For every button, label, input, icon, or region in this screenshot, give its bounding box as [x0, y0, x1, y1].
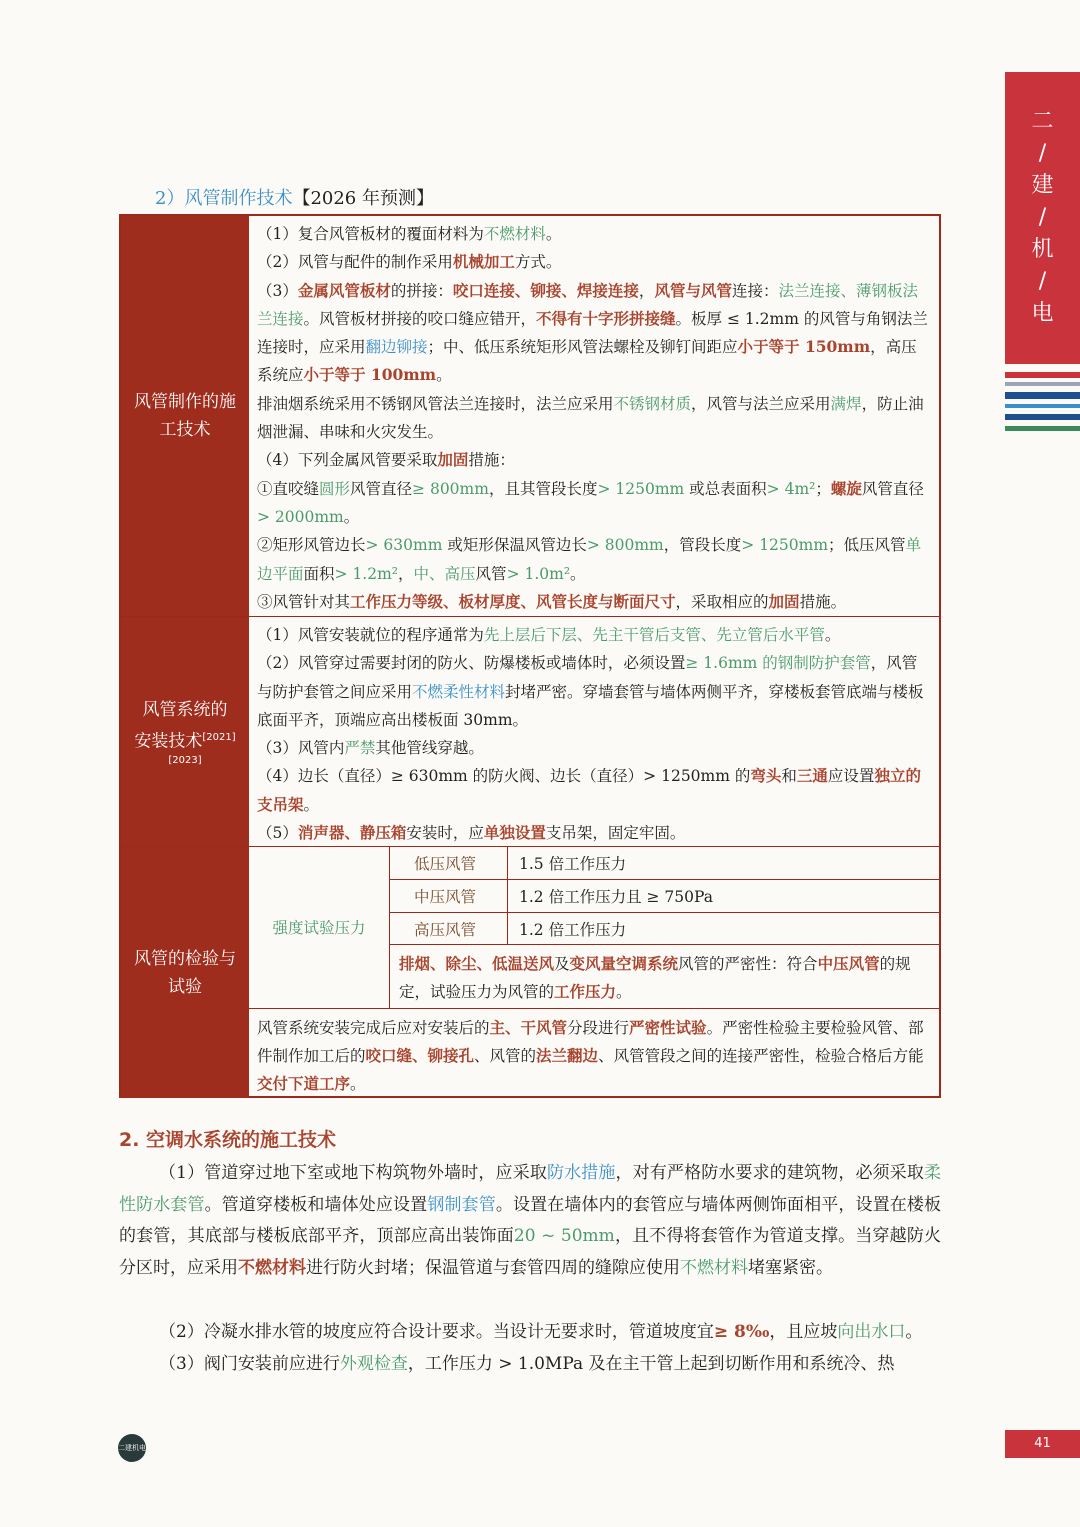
text-line — [257, 248, 931, 276]
paragraph-1 — [119, 1158, 941, 1284]
text: （2）风管穿过需要封闭的防火、防爆楼板或墙体时，必须设置 — [257, 654, 686, 673]
keyword: > 1250mm — [741, 536, 829, 555]
text: 面积 — [303, 564, 335, 583]
keyword: 先上层后下层、先主干管后支管、先立管后水平管 — [483, 626, 825, 644]
text: 措施。 — [799, 592, 847, 611]
row-header-installation — [121, 617, 249, 846]
text-block — [257, 762, 931, 819]
keyword: > 800mm — [586, 536, 664, 555]
text: ，风管与防护套管之间应采用 — [257, 654, 918, 701]
text: 的规定，试验压力为风管的 — [399, 955, 911, 1001]
text: 风管系统安装完成后应对安装后的 — [257, 1019, 490, 1037]
text: 排油烟系统采用不锈钢风管法兰连接时，法兰应采用 — [257, 394, 614, 413]
text-block — [257, 531, 931, 588]
keyword: > 630mm — [365, 536, 443, 555]
pressure-value-low: 1.5 倍工作压力 — [519, 855, 627, 873]
text: 。 — [570, 564, 586, 583]
text: （1）复合风管板材的覆面材料为 — [257, 225, 484, 243]
row-header-line-with-year — [134, 724, 235, 756]
text: （3）阀门安装前应进行 — [159, 1354, 340, 1374]
row-header-fabrication — [121, 216, 249, 616]
keyword: 独立的支吊架 — [257, 766, 921, 814]
text: ，且不得将套管作为管道支撑。当穿越防火分区时，应采用 — [119, 1226, 942, 1278]
text-block — [257, 588, 931, 616]
text-line — [257, 734, 931, 762]
text: 。 — [545, 225, 562, 243]
keyword: 机械加工 — [452, 252, 515, 272]
pressure-type-high: 高压风管 — [414, 921, 477, 939]
cell-divider — [389, 846, 390, 1008]
text: （5） — [257, 824, 298, 843]
keyword: 翻边铆接 — [365, 338, 428, 357]
cell-divider — [389, 912, 939, 913]
keyword: > 1250mm — [597, 479, 685, 498]
section-title-text: 2）风管制作技术 — [155, 188, 293, 209]
text: 。管道穿楼板和墙体处应设置 — [204, 1194, 428, 1215]
text-block — [257, 390, 931, 447]
keyword: 工作压力 — [554, 982, 617, 1001]
text-line — [257, 621, 931, 649]
text-block — [257, 277, 931, 390]
decor-stripe — [1005, 372, 1080, 378]
text: 或总表面积 — [684, 479, 767, 498]
text-block — [257, 649, 931, 734]
side-tab-char: 电 — [1031, 301, 1054, 326]
keyword: 咬口缝、铆接孔 — [365, 1046, 475, 1065]
keyword: 外观检查 — [339, 1354, 408, 1374]
fabrication-content — [249, 216, 939, 616]
keyword: 螺旋 — [830, 478, 862, 498]
keyword: 柔性防水套管 — [119, 1163, 942, 1215]
text: ①直咬缝 — [257, 479, 320, 498]
text: 支吊架，固定牢固。 — [545, 824, 686, 843]
text: 。 — [436, 366, 452, 385]
publisher-logo: 二建机电 — [118, 1434, 146, 1462]
text: 。 — [616, 983, 632, 1001]
text: （1）管道穿过地下室或地下构筑物外墙时，应采取 — [159, 1163, 547, 1183]
text: ②矩形风管边长 — [257, 536, 366, 555]
tightness-test-text — [257, 1014, 933, 1098]
text: 连接： — [731, 281, 779, 300]
text: （3） — [257, 281, 298, 300]
section2-title: 2. 空调水系统的施工技术 — [119, 1129, 337, 1151]
keyword: 主、干风管 — [489, 1018, 568, 1037]
side-tab-char: / — [1038, 205, 1047, 230]
text: 其他管线穿越。 — [375, 739, 484, 758]
side-tab-char: / — [1038, 141, 1047, 166]
text: ，防止油烟泄漏、串味和火灾发生。 — [257, 394, 924, 442]
text: （2）风管与配件的制作采用 — [257, 253, 453, 272]
keyword: 不燃材料 — [483, 225, 546, 243]
keyword: 消声器、静压箱 — [297, 823, 407, 843]
text: 及 — [554, 955, 570, 973]
text: 、风管管段之间的连接严密性，检验合格后方能 — [598, 1047, 924, 1065]
keyword: 单边平面 — [257, 536, 922, 583]
keyword: 小于等于 100mm — [303, 365, 437, 385]
keyword: 不燃材料 — [238, 1257, 306, 1278]
text: ； — [815, 479, 831, 498]
cell-divider — [507, 846, 508, 944]
keyword: > 2000mm — [257, 507, 344, 526]
keyword: 小于等于 150mm — [737, 337, 871, 357]
installation-content — [249, 617, 939, 846]
text: （1）风管安装就位的程序通常为 — [257, 626, 484, 644]
text: ，工作压力 > 1.0MPa 及在主干管上起到切断作用和系统冷、热 — [407, 1354, 895, 1374]
side-tab-char: 机 — [1031, 237, 1054, 262]
strength-test-label: 强度试验压力 — [272, 919, 366, 937]
text: 的拼接： — [390, 281, 453, 300]
pressure-value-medium: 1.2 倍工作压力且 ≥ 750Pa — [519, 888, 713, 906]
text: 措施： — [468, 451, 515, 470]
keyword: 向出水口 — [837, 1322, 906, 1342]
keyword: 弯头 — [750, 766, 782, 786]
text: （2）冷凝水排水管的坡度应符合设计要求。当设计无要求时，管道坡度宜 — [159, 1322, 714, 1342]
row-header-line: 试验 — [168, 976, 202, 997]
keyword: ≥ 8‰ — [713, 1322, 770, 1342]
keyword: ≥ 1.6mm 的钢制防护套管 — [685, 654, 871, 673]
text: ，且应坡 — [769, 1322, 838, 1342]
text: 。 — [905, 1322, 923, 1342]
knowledge-table — [119, 214, 941, 1098]
tightness-note — [399, 950, 933, 1006]
keyword: 单独设置 — [483, 823, 546, 843]
text: ，采取相应的 — [675, 592, 769, 611]
exam-year-badge: [2023] — [168, 755, 202, 767]
keyword: 三通 — [796, 766, 828, 786]
row-header-line: 风管的检验与 — [134, 948, 236, 969]
keyword: 不得有十字形拼接缝 — [536, 308, 676, 328]
text: 应设置 — [827, 767, 875, 786]
keyword: 严密性试验 — [629, 1018, 707, 1037]
text: 或矩形保温风管边长 — [442, 536, 587, 555]
keyword: 钢制套管 — [427, 1194, 496, 1215]
page-number: 41 — [1005, 1430, 1080, 1458]
text: 。 — [350, 1075, 366, 1093]
text: 。风管板材拼接的咬口缝应错开， — [303, 309, 537, 328]
text: 风管直径 — [861, 479, 924, 498]
side-tab-char: / — [1038, 269, 1047, 294]
text: 堵塞紧密。 — [748, 1257, 833, 1278]
pressure-type-low: 低压风管 — [414, 855, 477, 873]
keyword: 咬口连接、铆接、焊接连接 — [452, 280, 639, 300]
section-tag: 【2026 年预测】 — [292, 188, 434, 209]
keyword: 变风量空调系统 — [569, 954, 679, 973]
text: （4）下列金属风管要采取 — [257, 451, 438, 470]
keyword: 加固 — [768, 591, 800, 611]
keyword: 不锈钢材质 — [613, 394, 692, 413]
text: ③风管针对其 — [257, 592, 351, 611]
text: 进行防火封堵；保温管道与套管四周的缝隙应使用 — [306, 1257, 680, 1278]
text: ，风管与法兰应采用 — [691, 394, 831, 413]
text: 风管的严密性：符合 — [678, 955, 818, 973]
keyword: 风管与风管 — [654, 280, 732, 300]
row-header-testing — [121, 847, 249, 1098]
side-tab-char: 建 — [1031, 173, 1054, 198]
text: ；中、低压系统矩形风管法螺栓及铆钉间距应 — [427, 338, 738, 357]
cell-divider — [249, 1008, 939, 1009]
row-header-line: 工技术 — [159, 420, 211, 440]
text: ，管段长度 — [663, 536, 742, 555]
text: 风管直径 — [350, 479, 413, 498]
keyword: 满焊 — [830, 394, 862, 413]
cell-divider — [389, 944, 939, 945]
text: 、风管的 — [474, 1047, 537, 1065]
section-title — [155, 184, 434, 210]
text: ， — [398, 564, 414, 583]
text: 分段进行 — [567, 1019, 630, 1037]
row-header-line: 风管制作的施 — [134, 392, 236, 412]
side-tab-char: 二 — [1031, 109, 1054, 134]
text: 方式。 — [514, 253, 562, 272]
pressure-value-high: 1.2 倍工作压力 — [519, 921, 627, 939]
pressure-type-medium: 中压风管 — [414, 888, 477, 906]
decor-stripe — [1005, 414, 1080, 420]
keyword: 20 ~ 50mm — [513, 1226, 615, 1246]
text: 。 — [303, 795, 320, 814]
row-header-line: 风管系统的 — [142, 699, 228, 720]
keyword: 严禁 — [344, 739, 376, 758]
chapter-side-tab — [1005, 72, 1080, 364]
paragraph-2 — [119, 1317, 941, 1349]
text-line — [257, 819, 931, 847]
text: 风管 — [475, 564, 507, 583]
keyword: 工作压力等级、板材厚度、风管长度与断面尺寸 — [350, 591, 676, 611]
text: 和 — [781, 767, 797, 786]
keyword: > 1.0m² — [506, 564, 571, 583]
text: 。板厚 ≤ 1.2mm 的风管与角钢法兰连接时，应采用 — [257, 309, 928, 357]
text: 。 — [343, 507, 360, 526]
keyword: 金属风管板材 — [297, 280, 391, 300]
text: 安装时，应 — [406, 824, 484, 843]
text: （3）风管内 — [257, 739, 345, 758]
paragraph-3 — [119, 1349, 941, 1381]
keyword: 排烟、除尘、低温送风 — [399, 954, 555, 973]
decor-stripe — [1005, 392, 1080, 399]
text-line — [257, 446, 931, 474]
keyword: 中、高压 — [413, 564, 476, 583]
text: 。严密性检验主要检验风管、部件制作加工后的 — [257, 1019, 924, 1065]
text-block — [257, 475, 931, 532]
keyword: 不燃材料 — [680, 1257, 748, 1278]
keyword: 中压风管 — [817, 954, 880, 973]
keyword: 不燃柔性材料 — [412, 682, 506, 701]
row-header-line: 安装技术 — [134, 731, 203, 752]
text: ；低压风管 — [828, 536, 906, 555]
keyword: > 1.2m² — [334, 564, 399, 583]
decor-stripe — [1005, 404, 1080, 408]
keyword: 法兰翻边 — [536, 1046, 599, 1065]
keyword: ≥ 800mm — [412, 479, 489, 498]
keyword: 加固 — [437, 450, 469, 470]
cell-divider — [389, 879, 939, 880]
keyword: 交付下道工序 — [257, 1074, 351, 1093]
text: （4）边长（直径）≥ 630mm 的防火阀、边长（直径）> 1250mm 的 — [257, 767, 751, 786]
text: 封堵严密。穿墙套管与墙体两侧平齐，穿楼板套管底端与楼板底面平齐，顶端应高出楼板面 30mm。 — [257, 682, 924, 729]
exam-year-badge: [2021] — [202, 731, 236, 743]
testing-content — [249, 846, 939, 1100]
text: 。设置在墙体内的套管应与墙体两侧饰面相平，设置在楼板的套管，其底部与楼板底部平齐，顶部应高出装饰面 — [119, 1194, 942, 1246]
keyword: 法兰连接、薄钢板法兰连接 — [257, 281, 918, 328]
decor-stripe — [1005, 382, 1080, 386]
decor-stripe — [1005, 426, 1080, 431]
text: ，对有严格防水要求的建筑物，必须采取 — [615, 1163, 925, 1183]
keyword: 防水措施 — [546, 1163, 616, 1183]
keyword: 圆形 — [319, 479, 351, 498]
keyword: > 4m² — [766, 479, 816, 498]
text-line — [257, 220, 931, 248]
text: ，且其管段长度 — [488, 479, 598, 498]
text: 。 — [824, 626, 841, 644]
text: ，高压系统应 — [257, 338, 917, 385]
text: ， — [638, 281, 655, 300]
